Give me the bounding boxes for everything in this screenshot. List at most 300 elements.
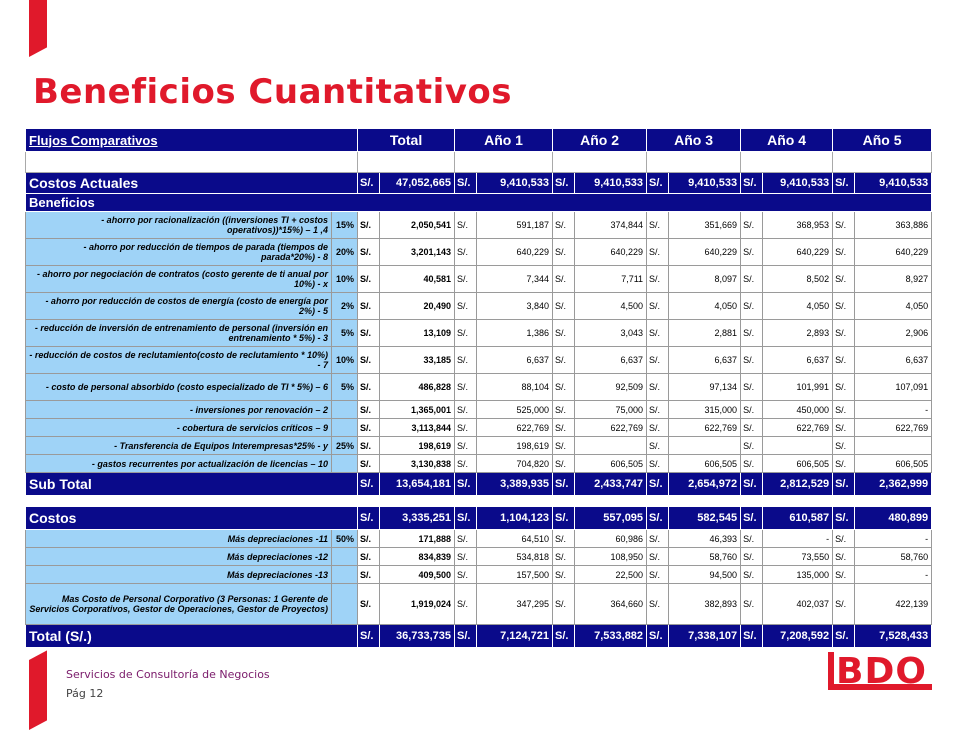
- costos_items-item-year-5: -: [855, 530, 932, 548]
- beneficios-item-year-4: 4,050: [763, 293, 833, 320]
- sub_total-currency-year-4: S/.: [741, 473, 763, 496]
- costos-total: 3,335,251: [380, 507, 455, 530]
- beneficios-item-currency-year-5: S/.: [833, 239, 855, 266]
- costos_items-item-year-4: 135,000: [763, 566, 833, 584]
- beneficios-item-year-5: 640,229: [855, 239, 932, 266]
- beneficios-item-label: - ahorro por reducción de tiempos de parada (tiempos de parada*20%) - 8: [26, 239, 332, 266]
- beneficios-item-total: 3,201,143: [380, 239, 455, 266]
- costos_items-item-currency-year-5: S/.: [833, 584, 855, 625]
- costos-currency-year-4: S/.: [741, 507, 763, 530]
- beneficios-item-pct: 2%: [332, 293, 358, 320]
- costos_items-row: [26, 566, 932, 584]
- footer-service: Servicios de Consultoría de Negocios: [66, 668, 270, 681]
- beneficios-item-currency-year-3: S/.: [647, 374, 669, 401]
- costos_items-row: [26, 584, 932, 625]
- beneficios-item-label: - ahorro por reducción de costos de energía (costo de energía por 2%) - 5: [26, 293, 332, 320]
- logo-text: BDO: [836, 651, 927, 692]
- header-year-1: Año 1: [455, 129, 553, 152]
- beneficios-item-currency-year-5: S/.: [833, 455, 855, 473]
- beneficios-item-pct: [332, 419, 358, 437]
- beneficios-item-currency-year-4: S/.: [741, 239, 763, 266]
- beneficios-item-currency-year-1: S/.: [455, 266, 477, 293]
- beneficios-item-label: - gastos recurrentes por actualización de licencias – 10: [26, 455, 332, 473]
- costos-year-3: 582,545: [669, 507, 741, 530]
- beneficios-item-year-3: 4,050: [669, 293, 741, 320]
- total_final-year-1: 7,124,721: [477, 625, 553, 648]
- beneficios-item-currency-year-4: S/.: [741, 347, 763, 374]
- costos_items-item-currency-year-1: S/.: [455, 530, 477, 548]
- costos_items-item-label: Más depreciaciones -13: [26, 566, 332, 584]
- beneficios-item-year-2: 622,769: [575, 419, 647, 437]
- beneficios-item-year-2: 640,229: [575, 239, 647, 266]
- costos_items-item-currency-year-1: S/.: [455, 584, 477, 625]
- beneficios-item-total: 3,130,838: [380, 455, 455, 473]
- beneficios-item-year-4: 6,637: [763, 347, 833, 374]
- beneficios-item-year-1: 1,386: [477, 320, 553, 347]
- costos-year-2: 557,095: [575, 507, 647, 530]
- costos_items-item-currency-year-3: S/.: [647, 584, 669, 625]
- beneficios-item-year-5: 363,886: [855, 212, 932, 239]
- beneficios-item-year-4: 101,991: [763, 374, 833, 401]
- beneficios-row: [26, 266, 932, 293]
- beneficios-item-currency-year-5: S/.: [833, 293, 855, 320]
- beneficios-item-currency-year-5: S/.: [833, 374, 855, 401]
- costos_items-item-currency-year-1: S/.: [455, 548, 477, 566]
- costos_items-item-label: Más depreciaciones -11: [26, 530, 332, 548]
- beneficios-item-currency-total: S/.: [358, 293, 380, 320]
- costos_items-item-currency-year-4: S/.: [741, 548, 763, 566]
- beneficios-item-year-4: 8,502: [763, 266, 833, 293]
- costos_items-item-currency-year-1: S/.: [455, 566, 477, 584]
- costos_items-item-year-4: -: [763, 530, 833, 548]
- beneficios-row: [26, 419, 932, 437]
- page-title: Beneficios Cuantitativos: [33, 72, 513, 112]
- costos_items-item-currency-year-4: S/.: [741, 566, 763, 584]
- costos_actuales-currency-year-3: S/.: [647, 173, 669, 194]
- accent-bar-bottom: [29, 650, 47, 730]
- costos-row: [26, 507, 932, 530]
- beneficios-item-label: - costo de personal absorbido (costo especializado de TI * 5%) – 6: [26, 374, 332, 401]
- total_final-currency-total: S/.: [358, 625, 380, 648]
- beneficios-item-total: 3,113,844: [380, 419, 455, 437]
- beneficios-item-currency-year-2: S/.: [553, 293, 575, 320]
- beneficios-item-currency-year-3: S/.: [647, 419, 669, 437]
- costos-label: Costos: [26, 507, 358, 530]
- costos_items-item-currency-year-5: S/.: [833, 548, 855, 566]
- beneficios-item-year-3: 606,505: [669, 455, 741, 473]
- beneficios-item-currency-year-5: S/.: [833, 266, 855, 293]
- beneficios-item-currency-year-3: S/.: [647, 347, 669, 374]
- costos_items-item-year-2: 22,500: [575, 566, 647, 584]
- header-year-3: Año 3: [647, 129, 741, 152]
- header-label: Flujos Comparativos: [26, 129, 358, 152]
- costos_items-item-year-3: 58,760: [669, 548, 741, 566]
- beneficios-item-year-3: 622,769: [669, 419, 741, 437]
- beneficios-row: [26, 212, 932, 239]
- costos_actuales-total: 47,052,665: [380, 173, 455, 194]
- costos_items-item-year-1: 157,500: [477, 566, 553, 584]
- costos_items-item-total: 1,919,024: [380, 584, 455, 625]
- header-year-5: Año 5: [833, 129, 932, 152]
- beneficios-item-currency-total: S/.: [358, 401, 380, 419]
- costos_items-item-year-2: 108,950: [575, 548, 647, 566]
- total_final-year-2: 7,533,882: [575, 625, 647, 648]
- beneficios-item-total: 33,185: [380, 347, 455, 374]
- costos_items-item-year-1: 347,295: [477, 584, 553, 625]
- costos_actuales-currency-year-4: S/.: [741, 173, 763, 194]
- sub-total-row: [26, 473, 932, 496]
- beneficios-item-pct: 5%: [332, 320, 358, 347]
- beneficios-item-label: - ahorro por negociación de contratos (costo gerente de ti anual por 10%) - x: [26, 266, 332, 293]
- beneficios-item-year-2: 3,043: [575, 320, 647, 347]
- beneficios-item-year-1: 6,637: [477, 347, 553, 374]
- beneficios-item-pct: 5%: [332, 374, 358, 401]
- beneficios-item-currency-year-5: S/.: [833, 320, 855, 347]
- costos_actuales-currency-year-5: S/.: [833, 173, 855, 194]
- costos_items-item-year-2: 364,660: [575, 584, 647, 625]
- beneficios-item-currency-year-4: S/.: [741, 374, 763, 401]
- total_final-year-3: 7,338,107: [669, 625, 741, 648]
- costos-currency-year-1: S/.: [455, 507, 477, 530]
- beneficios-item-year-5: -: [855, 401, 932, 419]
- beneficios-row: [26, 320, 932, 347]
- header-total: Total: [358, 129, 455, 152]
- costos_items-row: [26, 530, 932, 548]
- costos_items-item-currency-year-2: S/.: [553, 566, 575, 584]
- sub_total-year-5: 2,362,999: [855, 473, 932, 496]
- beneficios-item-currency-year-5: S/.: [833, 437, 855, 455]
- page-number: Pág 12: [66, 687, 104, 700]
- beneficios-item-total: 13,109: [380, 320, 455, 347]
- beneficios-item-pct: 10%: [332, 266, 358, 293]
- beneficios-item-year-5: 8,927: [855, 266, 932, 293]
- beneficios-row: [26, 455, 932, 473]
- beneficios-item-year-5: 107,091: [855, 374, 932, 401]
- beneficios-item-currency-year-1: S/.: [455, 437, 477, 455]
- beneficios-item-currency-year-2: S/.: [553, 320, 575, 347]
- costos-year-4: 610,587: [763, 507, 833, 530]
- beneficios-item-year-3: 640,229: [669, 239, 741, 266]
- costos_items-item-pct: [332, 548, 358, 566]
- total_final-currency-year-1: S/.: [455, 625, 477, 648]
- beneficios-item-year-1: 198,619: [477, 437, 553, 455]
- sub_total-year-4: 2,812,529: [763, 473, 833, 496]
- beneficios-item-year-4: 606,505: [763, 455, 833, 473]
- beneficios-item-currency-year-3: S/.: [647, 401, 669, 419]
- total_final-year-5: 7,528,433: [855, 625, 932, 648]
- benefits-table: [25, 128, 932, 648]
- costos_items-item-year-4: 402,037: [763, 584, 833, 625]
- beneficios-item-year-2: 6,637: [575, 347, 647, 374]
- bdo-logo: [828, 650, 932, 696]
- beneficios-item-year-5: 606,505: [855, 455, 932, 473]
- beneficios-item-year-3: 315,000: [669, 401, 741, 419]
- beneficios-item-year-1: 3,840: [477, 293, 553, 320]
- beneficios-item-total: 1,365,001: [380, 401, 455, 419]
- costos_items-item-year-2: 60,986: [575, 530, 647, 548]
- beneficios-item-pct: 20%: [332, 239, 358, 266]
- costos_items-item-year-5: 422,139: [855, 584, 932, 625]
- beneficios-item-year-2: 606,505: [575, 455, 647, 473]
- beneficios-item-label: - reducción de inversión de entrenamiento de personal (inversión en entrenamiento * 5%) - 3: [26, 320, 332, 347]
- costos_actuales-label: Costos Actuales: [26, 173, 358, 194]
- beneficios-item-currency-year-2: S/.: [553, 212, 575, 239]
- beneficios-item-currency-year-3: S/.: [647, 293, 669, 320]
- total_final-year-4: 7,208,592: [763, 625, 833, 648]
- beneficios-item-year-3: 97,134: [669, 374, 741, 401]
- costos_actuales-year-3: 9,410,533: [669, 173, 741, 194]
- beneficios-item-currency-year-2: S/.: [553, 239, 575, 266]
- costos_items-item-label: Mas Costo de Personal Corporativo (3 Personas: 1 Gerente de Servicios Corporativos, Gestor de Operaciones, Gestor de Proyectos): [26, 584, 332, 625]
- beneficios-item-currency-total: S/.: [358, 419, 380, 437]
- costos-year-1: 1,104,123: [477, 507, 553, 530]
- costos_items-item-year-5: -: [855, 566, 932, 584]
- beneficios-item-total: 40,581: [380, 266, 455, 293]
- beneficios-item-year-1: 640,229: [477, 239, 553, 266]
- beneficios-item-currency-year-2: S/.: [553, 419, 575, 437]
- beneficios-item-year-5: 6,637: [855, 347, 932, 374]
- costos_items-item-year-5: 58,760: [855, 548, 932, 566]
- costos_items-item-pct: [332, 584, 358, 625]
- beneficios-row: [26, 347, 932, 374]
- costos_items-item-currency-year-2: S/.: [553, 584, 575, 625]
- costos_actuales-year-5: 9,410,533: [855, 173, 932, 194]
- costos-currency-year-3: S/.: [647, 507, 669, 530]
- costos-currency-total: S/.: [358, 507, 380, 530]
- costos_items-item-currency-year-5: S/.: [833, 530, 855, 548]
- beneficios-item-currency-year-1: S/.: [455, 374, 477, 401]
- costos_items-item-year-4: 73,550: [763, 548, 833, 566]
- beneficios-item-year-5: 622,769: [855, 419, 932, 437]
- beneficios-item-year-4: 622,769: [763, 419, 833, 437]
- sub_total-label: Sub Total: [26, 473, 358, 496]
- beneficios-item-year-1: 704,820: [477, 455, 553, 473]
- beneficios-item-label: - reducción de costos de reclutamiento(costo de reclutamiento * 10%) - 7: [26, 347, 332, 374]
- beneficios-item-pct: 25%: [332, 437, 358, 455]
- sub_total-total: 13,654,181: [380, 473, 455, 496]
- beneficios-item-currency-year-3: S/.: [647, 437, 669, 455]
- beneficios-item-currency-year-4: S/.: [741, 212, 763, 239]
- beneficios-item-year-4: 640,229: [763, 239, 833, 266]
- beneficios-item-currency-year-4: S/.: [741, 401, 763, 419]
- beneficios-item-pct: [332, 401, 358, 419]
- beneficios-row: [26, 401, 932, 419]
- beneficios-item-year-4: 450,000: [763, 401, 833, 419]
- total-final-row: [26, 625, 932, 648]
- header-row: [26, 129, 932, 152]
- beneficios-item-year-4: 2,893: [763, 320, 833, 347]
- beneficios-item-currency-total: S/.: [358, 455, 380, 473]
- beneficios-item-currency-year-1: S/.: [455, 347, 477, 374]
- blank-row: [26, 152, 932, 173]
- costos_actuales-currency-total: S/.: [358, 173, 380, 194]
- beneficios-item-total: 198,619: [380, 437, 455, 455]
- beneficios-item-year-2: 92,509: [575, 374, 647, 401]
- beneficios-item-currency-year-5: S/.: [833, 419, 855, 437]
- costos_items-item-currency-total: S/.: [358, 530, 380, 548]
- sub_total-currency-year-2: S/.: [553, 473, 575, 496]
- beneficios-item-year-1: 88,104: [477, 374, 553, 401]
- beneficios-item-currency-year-2: S/.: [553, 347, 575, 374]
- beneficios-item-currency-year-3: S/.: [647, 212, 669, 239]
- beneficios-item-year-2: 374,844: [575, 212, 647, 239]
- beneficios-item-year-1: 591,187: [477, 212, 553, 239]
- beneficios-item-currency-year-3: S/.: [647, 320, 669, 347]
- costos_items-item-currency-year-2: S/.: [553, 530, 575, 548]
- beneficios-item-year-2: 75,000: [575, 401, 647, 419]
- beneficios-item-currency-total: S/.: [358, 374, 380, 401]
- beneficios-row: [26, 293, 932, 320]
- total_final-currency-year-5: S/.: [833, 625, 855, 648]
- costos_items-row: [26, 548, 932, 566]
- beneficios-item-year-4: [763, 437, 833, 455]
- beneficios-item-pct: 15%: [332, 212, 358, 239]
- beneficios-item-currency-year-5: S/.: [833, 347, 855, 374]
- beneficios-item-pct: 10%: [332, 347, 358, 374]
- header-year-4: Año 4: [741, 129, 833, 152]
- sub_total-currency-total: S/.: [358, 473, 380, 496]
- sub_total-year-2: 2,433,747: [575, 473, 647, 496]
- accent-bar-top: [29, 0, 47, 57]
- total_final-currency-year-3: S/.: [647, 625, 669, 648]
- header-year-2: Año 2: [553, 129, 647, 152]
- costos_items-item-currency-total: S/.: [358, 548, 380, 566]
- total_final-currency-year-4: S/.: [741, 625, 763, 648]
- beneficios-row: [26, 437, 932, 455]
- beneficios-item-currency-year-1: S/.: [455, 401, 477, 419]
- costos_items-item-year-1: 64,510: [477, 530, 553, 548]
- beneficios-item-currency-year-2: S/.: [553, 455, 575, 473]
- costos-year-5: 480,899: [855, 507, 932, 530]
- beneficios-item-label: - Transferencia de Equipos Interempresas*25% - y: [26, 437, 332, 455]
- beneficios-row: [26, 239, 932, 266]
- costos_items-item-currency-year-3: S/.: [647, 530, 669, 548]
- beneficios-item-label: - cobertura de servicios críticos – 9: [26, 419, 332, 437]
- beneficios-item-currency-year-2: S/.: [553, 401, 575, 419]
- beneficios-item-year-5: [855, 437, 932, 455]
- beneficios-item-currency-year-3: S/.: [647, 266, 669, 293]
- beneficios-item-currency-year-4: S/.: [741, 437, 763, 455]
- spacer-row: [26, 496, 932, 507]
- beneficios-item-year-3: [669, 437, 741, 455]
- beneficios-item-year-3: 6,637: [669, 347, 741, 374]
- beneficios-item-year-1: 622,769: [477, 419, 553, 437]
- costos-currency-year-2: S/.: [553, 507, 575, 530]
- beneficios-item-year-2: 7,711: [575, 266, 647, 293]
- benefits-table-wrapper: [25, 128, 931, 648]
- beneficios-row: [26, 374, 932, 401]
- beneficios-item-year-2: [575, 437, 647, 455]
- costos_items-item-year-3: 382,893: [669, 584, 741, 625]
- beneficios-item-total: 2,050,541: [380, 212, 455, 239]
- beneficios-item-currency-year-1: S/.: [455, 212, 477, 239]
- beneficios-item-currency-total: S/.: [358, 437, 380, 455]
- beneficios-item-year-4: 368,953: [763, 212, 833, 239]
- beneficios-item-year-3: 2,881: [669, 320, 741, 347]
- beneficios-item-currency-year-2: S/.: [553, 266, 575, 293]
- total_final-total: 36,733,735: [380, 625, 455, 648]
- beneficios-item-currency-year-4: S/.: [741, 293, 763, 320]
- beneficios-item-currency-year-1: S/.: [455, 239, 477, 266]
- beneficios-item-year-5: 4,050: [855, 293, 932, 320]
- sub_total-currency-year-1: S/.: [455, 473, 477, 496]
- costos_items-item-label: Más depreciaciones -12: [26, 548, 332, 566]
- costos_items-item-pct: 50%: [332, 530, 358, 548]
- costos_items-item-total: 171,888: [380, 530, 455, 548]
- costos_items-item-currency-year-3: S/.: [647, 548, 669, 566]
- beneficios-item-currency-year-3: S/.: [647, 455, 669, 473]
- beneficios-item-currency-year-3: S/.: [647, 239, 669, 266]
- beneficios-item-label: - inversiones por renovación – 2: [26, 401, 332, 419]
- beneficios-item-currency-year-4: S/.: [741, 320, 763, 347]
- costos_actuales-currency-year-2: S/.: [553, 173, 575, 194]
- costos_items-item-currency-year-5: S/.: [833, 566, 855, 584]
- beneficios-item-currency-total: S/.: [358, 212, 380, 239]
- costos_items-item-total: 409,500: [380, 566, 455, 584]
- beneficios-item-currency-year-2: S/.: [553, 437, 575, 455]
- beneficios-item-year-3: 351,669: [669, 212, 741, 239]
- costos_items-item-currency-year-4: S/.: [741, 530, 763, 548]
- beneficios-item-currency-year-2: S/.: [553, 374, 575, 401]
- beneficios-item-currency-year-1: S/.: [455, 320, 477, 347]
- costos_items-item-pct: [332, 566, 358, 584]
- costos_items-item-year-1: 534,818: [477, 548, 553, 566]
- costos_items-item-currency-total: S/.: [358, 566, 380, 584]
- costos_items-item-year-3: 94,500: [669, 566, 741, 584]
- beneficios-item-currency-year-1: S/.: [455, 293, 477, 320]
- beneficios-item-year-5: 2,906: [855, 320, 932, 347]
- sub_total-year-1: 3,389,935: [477, 473, 553, 496]
- costos_actuales-year-1: 9,410,533: [477, 173, 553, 194]
- beneficios-item-currency-total: S/.: [358, 347, 380, 374]
- beneficios-item-currency-year-5: S/.: [833, 401, 855, 419]
- beneficios-item-year-3: 8,097: [669, 266, 741, 293]
- costos_items-item-currency-year-2: S/.: [553, 548, 575, 566]
- beneficios-item-currency-total: S/.: [358, 239, 380, 266]
- beneficios-item-label: - ahorro por racionalización ((inversiones TI + costos operativos))*15%) – 1 ,4: [26, 212, 332, 239]
- beneficios-item-total: 20,490: [380, 293, 455, 320]
- costos_items-item-year-3: 46,393: [669, 530, 741, 548]
- beneficios-item-year-2: 4,500: [575, 293, 647, 320]
- total_final-label: Total (S/.): [26, 625, 358, 648]
- beneficios-item-currency-total: S/.: [358, 320, 380, 347]
- costos_actuales-currency-year-1: S/.: [455, 173, 477, 194]
- beneficios-item-currency-year-4: S/.: [741, 419, 763, 437]
- sub_total-currency-year-3: S/.: [647, 473, 669, 496]
- sub_total-year-3: 2,654,972: [669, 473, 741, 496]
- beneficios-item-pct: [332, 455, 358, 473]
- costos_items-item-currency-year-4: S/.: [741, 584, 763, 625]
- beneficios-item-year-1: 7,344: [477, 266, 553, 293]
- sub_total-currency-year-5: S/.: [833, 473, 855, 496]
- costos_actuales-year-4: 9,410,533: [763, 173, 833, 194]
- beneficios-item-currency-year-4: S/.: [741, 455, 763, 473]
- beneficios-item-currency-year-5: S/.: [833, 212, 855, 239]
- beneficios-label: Beneficios: [26, 194, 932, 212]
- beneficios-item-currency-year-1: S/.: [455, 419, 477, 437]
- total_final-currency-year-2: S/.: [553, 625, 575, 648]
- beneficios-item-currency-total: S/.: [358, 266, 380, 293]
- costos_actuales-year-2: 9,410,533: [575, 173, 647, 194]
- beneficios-header-row: [26, 194, 932, 212]
- beneficios-item-year-1: 525,000: [477, 401, 553, 419]
- beneficios-item-total: 486,828: [380, 374, 455, 401]
- costos-currency-year-5: S/.: [833, 507, 855, 530]
- costos_items-item-total: 834,839: [380, 548, 455, 566]
- beneficios-item-currency-year-1: S/.: [455, 455, 477, 473]
- beneficios-item-currency-year-4: S/.: [741, 266, 763, 293]
- costos-actuales-row: [26, 173, 932, 194]
